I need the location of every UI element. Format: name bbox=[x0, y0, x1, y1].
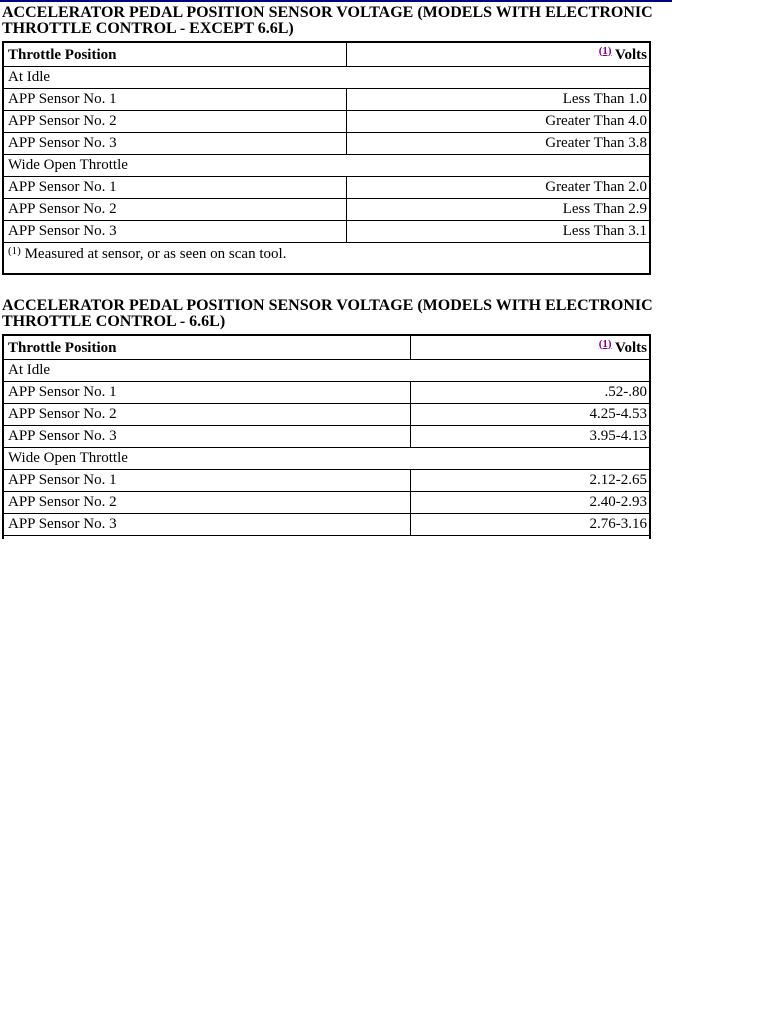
sensor-value: 2.76-3.16 bbox=[411, 514, 651, 536]
volts-label: Volts bbox=[615, 46, 647, 63]
sensor-label: APP Sensor No. 3 bbox=[3, 221, 347, 243]
group-label-at-idle: At Idle bbox=[3, 67, 650, 89]
sensor-label: APP Sensor No. 2 bbox=[3, 492, 411, 514]
footnote-link[interactable]: (1) bbox=[598, 44, 612, 57]
clipped-row bbox=[3, 536, 650, 540]
sensor-label: APP Sensor No. 3 bbox=[3, 426, 411, 448]
sensor-value: Greater Than 4.0 bbox=[347, 111, 651, 133]
footnote-cell bbox=[3, 243, 650, 275]
table-row bbox=[3, 492, 650, 514]
truncated-table-viewport bbox=[0, 334, 768, 539]
footnote-link[interactable]: (1) bbox=[598, 337, 612, 350]
column-header-volts bbox=[411, 335, 651, 360]
table-row bbox=[3, 514, 650, 536]
group-label-at-idle: At Idle bbox=[3, 360, 650, 382]
column-header-throttle-position: Throttle Position bbox=[3, 42, 347, 67]
sensor-label: APP Sensor No. 3 bbox=[3, 514, 411, 536]
table-row bbox=[3, 89, 650, 111]
sensor-value: Greater Than 2.0 bbox=[347, 177, 651, 199]
table-row bbox=[3, 133, 650, 155]
group-label-wide-open-throttle: Wide Open Throttle bbox=[3, 155, 650, 177]
section2-heading: ACCELERATOR PEDAL POSITION SENSOR VOLTAGE (MODELS WITH ELECTRONIC THROTTLE CONTROL - 6.6L) bbox=[2, 297, 653, 330]
footnote-text: Measured at sensor, or as seen on scan tool. bbox=[24, 246, 287, 262]
sensor-value: 2.12-2.65 bbox=[411, 470, 651, 492]
group-row bbox=[3, 67, 650, 89]
table-row bbox=[3, 111, 650, 133]
group-row bbox=[3, 155, 650, 177]
table-row bbox=[3, 382, 650, 404]
sensor-label: APP Sensor No. 2 bbox=[3, 111, 347, 133]
sensor-value: 4.25-4.53 bbox=[411, 404, 651, 426]
table-row bbox=[3, 199, 650, 221]
table-header-row bbox=[3, 42, 650, 67]
sensor-value: Less Than 2.9 bbox=[347, 199, 651, 221]
column-header-volts bbox=[347, 42, 651, 67]
top-divider-rule bbox=[0, 0, 672, 2]
spec-table-6-6l bbox=[2, 334, 651, 539]
sensor-label: APP Sensor No. 3 bbox=[3, 133, 347, 155]
spec-table-except-6-6l bbox=[2, 41, 651, 275]
sensor-label: APP Sensor No. 1 bbox=[3, 382, 411, 404]
sensor-value: .52-.80 bbox=[411, 382, 651, 404]
section1-heading: ACCELERATOR PEDAL POSITION SENSOR VOLTAGE (MODELS WITH ELECTRONIC THROTTLE CONTROL - EXCEPT 6.6L) bbox=[2, 4, 653, 37]
sensor-label: APP Sensor No. 1 bbox=[3, 89, 347, 111]
column-header-throttle-position: Throttle Position bbox=[3, 335, 411, 360]
sensor-value: Less Than 3.1 bbox=[347, 221, 651, 243]
table-row bbox=[3, 426, 650, 448]
table-header-row bbox=[3, 335, 650, 360]
sensor-value: 3.95-4.13 bbox=[411, 426, 651, 448]
sensor-value: Greater Than 3.8 bbox=[347, 133, 651, 155]
group-row bbox=[3, 360, 650, 382]
table-row bbox=[3, 404, 650, 426]
group-row bbox=[3, 448, 650, 470]
clipped-cell bbox=[3, 536, 650, 540]
sensor-value: 2.40-2.93 bbox=[411, 492, 651, 514]
sensor-value: Less Than 1.0 bbox=[347, 89, 651, 111]
sensor-label: APP Sensor No. 2 bbox=[3, 199, 347, 221]
table-row bbox=[3, 221, 650, 243]
sensor-label: APP Sensor No. 1 bbox=[3, 177, 347, 199]
footnote-row bbox=[3, 243, 650, 275]
footnote-marker: (1) bbox=[8, 245, 21, 257]
table-row bbox=[3, 177, 650, 199]
group-label-wide-open-throttle: Wide Open Throttle bbox=[3, 448, 650, 470]
volts-label: Volts bbox=[615, 339, 647, 356]
sensor-label: APP Sensor No. 2 bbox=[3, 404, 411, 426]
table-row bbox=[3, 470, 650, 492]
sensor-label: APP Sensor No. 1 bbox=[3, 470, 411, 492]
